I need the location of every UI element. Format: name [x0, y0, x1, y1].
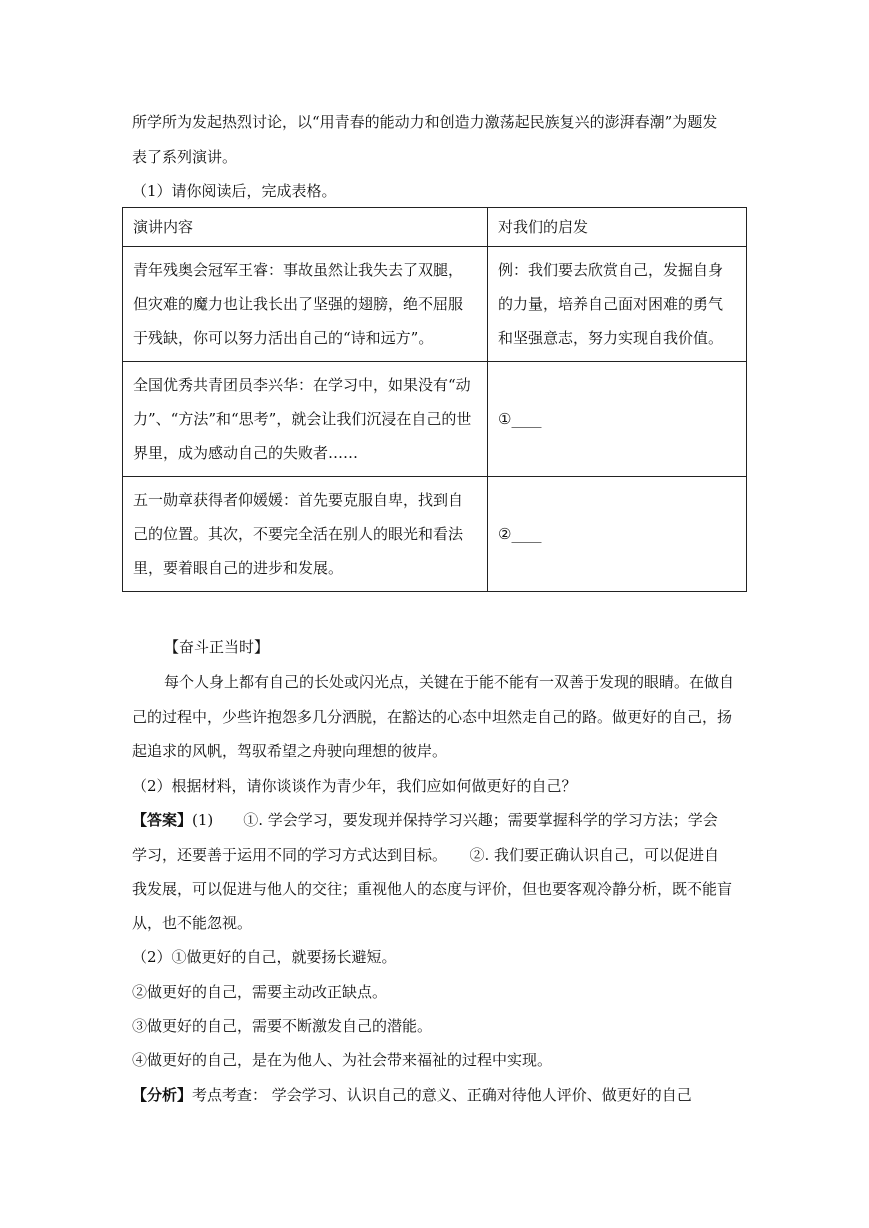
- answer-part2-2: ②做更好的自己，需要主动改正缺点。: [132, 983, 388, 1001]
- table-row: [123, 477, 747, 592]
- analysis-label: 【分析】: [132, 1086, 193, 1104]
- table-cell-inspiration: 例：我们要去欣赏自己，发掘自身的力量，培养自己面对困难的勇气和坚强意志，努力实现自我价值。: [488, 247, 747, 362]
- table-header-row: [123, 208, 747, 247]
- answer-part2-3: ③做更好的自己，需要不断激发自己的潜能。: [132, 1017, 433, 1035]
- analysis-line: [132, 1085, 692, 1105]
- answer-label: 【答案】: [132, 811, 193, 829]
- table-cell-content: 青年残奥会冠军王睿：事故虽然让我失去了双腿，但灾难的魔力也让我长出了坚强的翅膀，绝不屈服于残缺，你可以努力活出自己的“诗和远方”。: [123, 247, 488, 362]
- speech-table: [122, 207, 747, 592]
- answer-line-4: 从，也不能忽视。: [132, 914, 253, 932]
- question-1: （1）请你阅读后，完成表格。: [132, 182, 337, 200]
- table-cell-content: 五一勋章获得者仰媛媛：首先要克服自卑，找到自己的位置。其次，不要完全活在别人的眼光和看法里，要着眼自己的进步和发展。: [123, 477, 488, 592]
- answer-line-2: 学习，还要善于运用不同的学习方式达到目标。 ②. 我们要正确认识自己，可以促进自: [132, 846, 720, 864]
- material-line-3: 起追求的风帆，驾驭希望之舟驶向理想的彼岸。: [132, 742, 448, 760]
- material-line-1: 每个人身上都有自己的长处或闪光点，关键在于能不能有一双善于发现的眼睛。在做自: [164, 673, 735, 691]
- table-cell-inspiration: ②____: [488, 477, 747, 592]
- analysis-text: 考点考查： 学会学习、认识自己的意义、正确对待他人评价、做更好的自己: [192, 1086, 692, 1104]
- answer-line-3: 我发展，可以促进与他人的交往；重视他人的态度与评价，但也要客观冷静分析，既不能盲: [132, 880, 733, 898]
- table-header-content: 演讲内容: [123, 208, 488, 247]
- intro-line-2: 表了系列演讲。: [132, 148, 238, 166]
- answer-text-1: (1) ①. 学会学习，要发现并保持学习兴趣；需要掌握科学的学习方法；学会: [192, 811, 718, 829]
- question-2: （2）根据材料，请你谈谈作为青少年，我们应如何做更好的自己？: [132, 777, 577, 795]
- table-header-inspiration: 对我们的启发: [488, 208, 747, 247]
- table-cell-content: 全国优秀共青团员李兴华：在学习中，如果没有“动力”、“方法”和“思考”，就会让我们沉浸在自己的世界里，成为感动自己的失败者……: [123, 362, 488, 477]
- intro-line-1: 所学所为发起热烈讨论，以“用青春的能动力和创造力激荡起民族复兴的澎湃春潮”为题发: [132, 113, 718, 131]
- section-title: 【奋斗正当时】: [164, 638, 270, 656]
- answer-line-1: [132, 810, 718, 830]
- table-row: [123, 247, 747, 362]
- table-row: [123, 362, 747, 477]
- table-cell-inspiration: ①____: [488, 362, 747, 477]
- answer-part2-1: （2）①做更好的自己，就要扬长避短。: [132, 948, 397, 966]
- answer-part2-4: ④做更好的自己，是在为他人、为社会带来福祉的过程中实现。: [132, 1051, 553, 1069]
- material-line-2: 己的过程中，少些许抱怨多几分洒脱，在豁达的心态中坦然走自己的路。做更好的自己，扬: [132, 708, 733, 726]
